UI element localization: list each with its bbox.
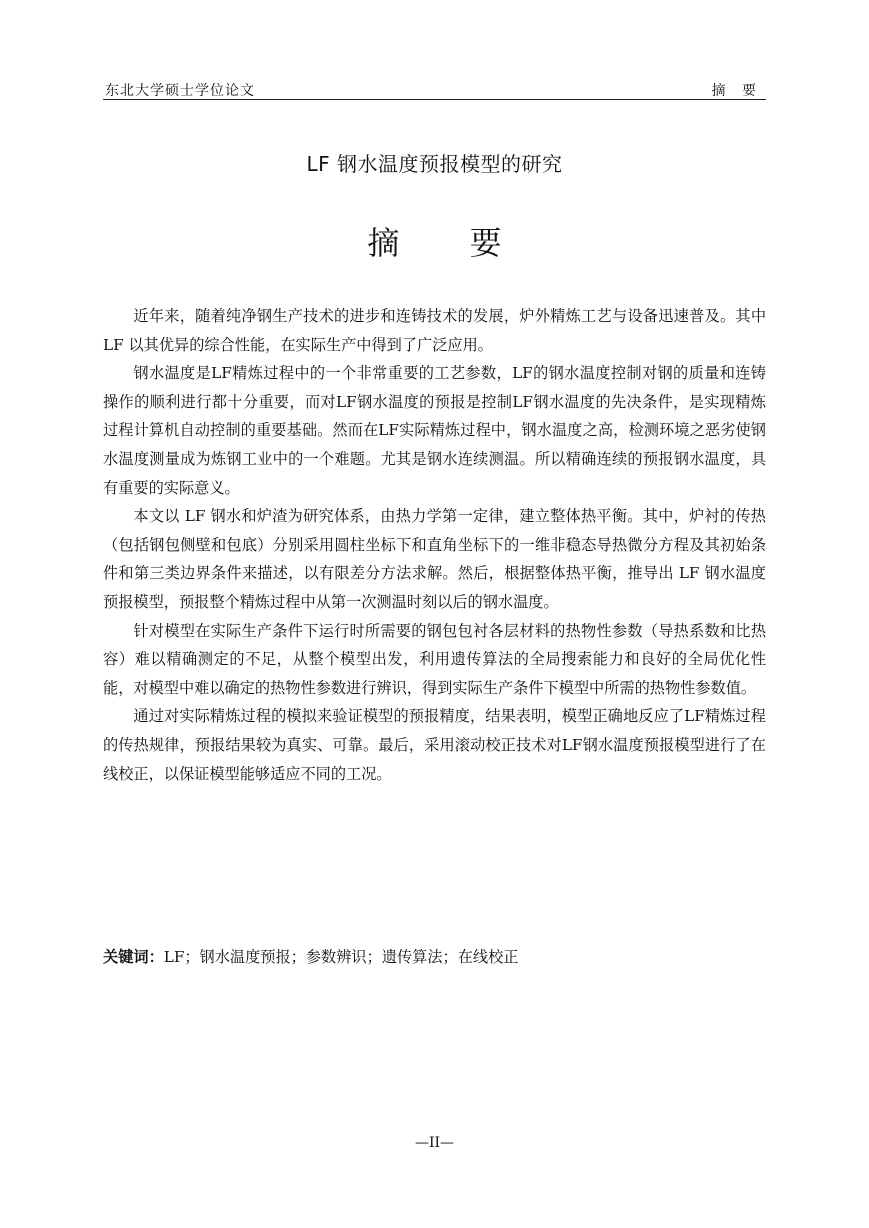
abstract-paragraph-2: 钢水温度是LF精炼过程中的一个非常重要的工艺参数，LF的钢水温度控制对钢的质量和连铸操作的顺利进行都十分重要，而对LF钢水温度的预报是控制LF钢水温度的先决条件，是实现精炼过程计算机自动控制的重要基础。然而在LF实际精炼过程中，钢水温度之高，检测环境之恶劣使钢水温度测量成为炼钢工业中的一个难题。尤其是钢水连续测温。所以精确连续的预报钢水温度，具有重要的实际意义。 — [103, 364, 766, 497]
header-university-title: 东北大学硕士学位论文 — [105, 83, 255, 99]
thesis-title: LF 钢水温度预报模型的研究 — [306, 152, 563, 176]
abstract-paragraph-1: 近年来，随着纯净钢生产技术的进步和连铸技术的发展，炉外精炼工艺与设备迅速普及。其中 LF 以其优异的综合性能，在实际生产中得到了广泛应用。 — [103, 307, 766, 354]
abstract-paragraph-5: 通过对实际精炼过程的模拟来验证模型的预报精度，结果表明，模型正确地反应了LF精炼过程的传热规律，预报结果较为真实、可靠。最后，采用滚动校正技术对LF钢水温度预报模型进行了在线校正，以保证模型能够适应不同的工况。 — [103, 707, 766, 783]
page-number: —II— — [414, 1135, 455, 1151]
abstract-heading: 摘 要 — [367, 224, 532, 262]
abstract-body — [103, 302, 766, 788]
running-header — [103, 79, 766, 100]
header-section-title: 摘 要 — [711, 83, 762, 99]
keywords-label: 关键词： — [103, 948, 164, 966]
abstract-paragraph-4: 针对模型在实际生产条件下运行时所需要的钢包包衬各层材料的热物性参数（导热系数和比热容）难以精确测定的不足，从整个模型出发，利用遗传算法的全局搜索能力和良好的全局优化性能，对模型中难以确定的热物性参数进行辨识，得到实际生产条件下模型中所需的热物性参数值。 — [103, 621, 766, 697]
keywords-text: LF；钢水温度预报；参数辨识；遗传算法；在线校正 — [163, 948, 519, 966]
keywords-line — [103, 943, 766, 971]
abstract-paragraph-3: 本文以 LF 钢水和炉渣为研究体系，由热力学第一定律，建立整体热平衡。其中，炉衬的传热（包括钢包侧壁和包底）分别采用圆柱坐标下和直角坐标下的一维非稳态导热微分方程及其初始条件和第三类边界条件来描述，以有限差分方法求解。然后，根据整体热平衡，推导出 LF 钢水温度预报模型，预报整个精炼过程中从第一次测温时刻以后的钢水温度。 — [103, 507, 766, 611]
